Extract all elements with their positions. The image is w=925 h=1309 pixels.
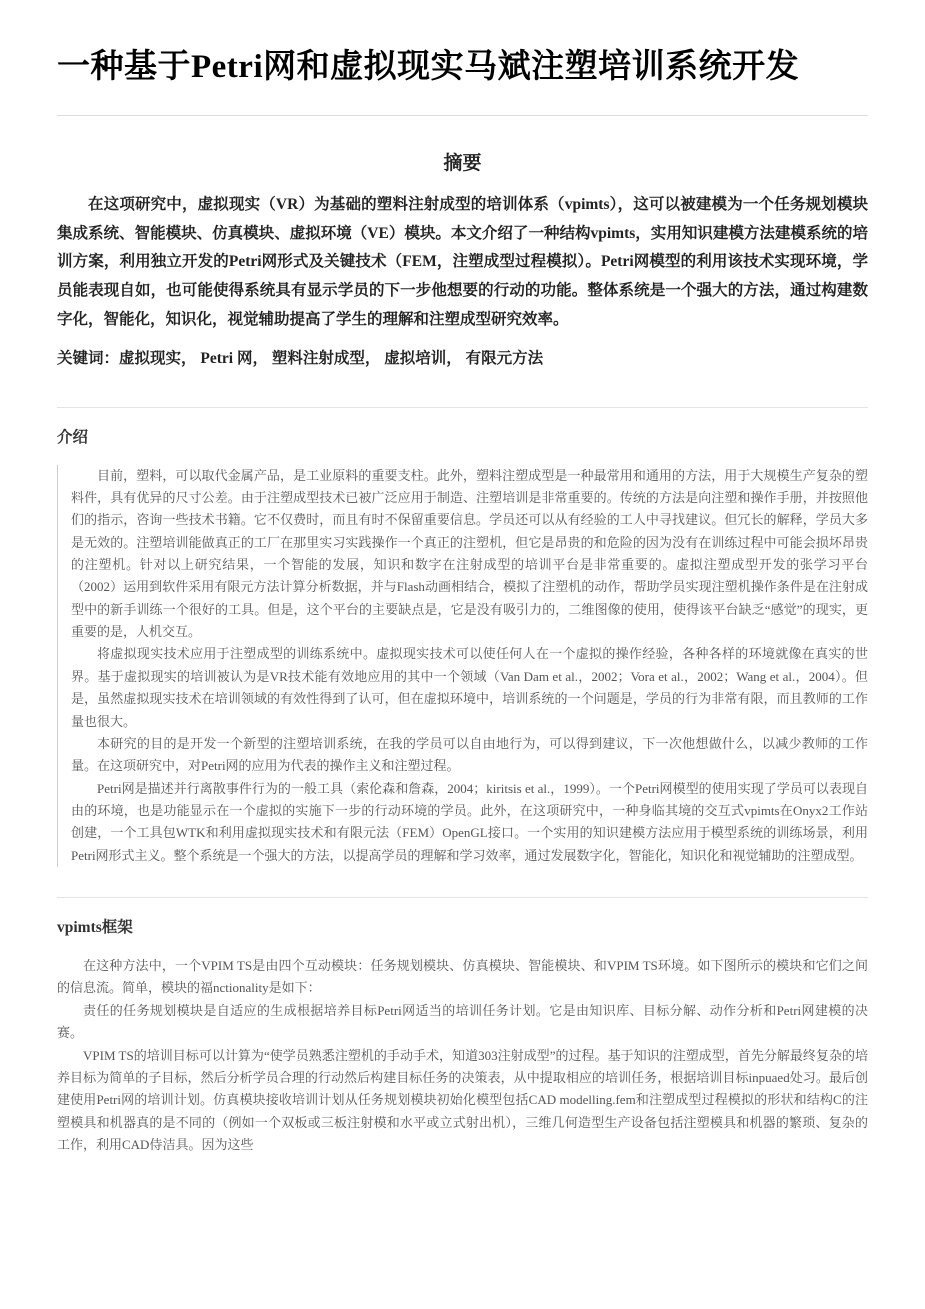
abstract-heading: 摘要 [443,152,482,174]
framework-paragraph: 在这种方法中，一个VPIM TS是由四个互动模块：任务规划模块、仿真模块、智能模块、和VPIM TS环境。如下图所示的模块和它们之间的信息流。简单，模块的福nctionality是如下： [57,958,868,996]
section-divider-framework [57,897,868,898]
section-heading-intro: 介绍 [57,428,89,446]
intro-paragraph: 本研究的目的是开发一个新型的注塑培训系统，在我的学员可以自由地行为，可以得到建议，下一次他想做什么，以减少教师的工作量。在这项研究中，对Petri网的应用为代表的操作主义和注塑过程。 [71,735,868,774]
title-divider [57,115,868,116]
intro-paragraph: 目前，塑料，可以取代金属产品，是工业原料的重要支柱。此外，塑料注塑成型是一种最常用和通用的方法，用于大规模生产复杂的塑料件，具有优异的尺寸公差。由于注塑成型技术已被广泛应用于制造、注塑培训是非常重要的。传统的方法是向注塑和操作手册，并按照他们的指示，咨询一些技术书籍。它不仅费时，而且有时不保留重要信息。学员还可以从有经验的工人中寻找建议。但冗长的解释，学员大多是无效的。注塑培训能做真正的工厂在那里实习实践操作一个真正的注塑机，但它是昂贵的和危险的因为没有在训练过程中可能会损坏昂贵的注塑机。针对以上研究结果，一个智能的发展，知识和数字在注射成型的培训平台是非常重要的。虚拟注塑成型开发的张学习平台（2002）运用到软件采用有限元方法计算分析数据，并与Flash动画相结合，模拟了注塑机的动作，帮助学员实现注塑机操作条件是在注射成型中的新手训练一个很好的工具。但是，这个平台的主要缺点是，它是没有吸引力的，二维图像的使用，使得该平台缺乏“感觉”的现实，更重要的是，人机交互。 [71,467,868,640]
intro-section-body [57,465,868,867]
abstract-text: 在这项研究中，虚拟现实（VR）为基础的塑料注射成型的培训体系（vpimts），这可以被建模为一个任务规划模块集成系统、智能模块、仿真模块、虚拟环境（VE）模块。本文介绍了一种结构vpimts，实用知识建模方法建模系统的培训方案，利用独立开发的Petri网形式及关键技术（FEM，注塑成型过程模拟）。Petri网模型的利用该技术实现环境，学员能表现自如，也可能使得系统具有显示学员的下一步他想要的行动的功能。整体系统是一个强大的方法，通过构建数字化，智能化，知识化，视觉辅助提高了学生的理解和注塑成型研究效率。 [57,195,868,328]
intro-paragraph: Petri网是描述并行离散事件行为的一般工具（索伦森和詹森，2004；kiritsis et al.，1999）。一个Petri网模型的使用实现了学员可以表现自由的环境，也是功能显示在一个虚拟的实施下一步的行动环境的学员。此外，在这项研究中，一种身临其境的交互式vpimts在Onyx2工作站创建，一个工具包WTK和利用虚拟现实技术和有限元法（FEM）OpenGL接口。一个实用的知识建模方法应用于模型系统的训练场景，利用Petri网形式主义。整个系统是一个强大的方法，以提高学员的理解和学习效率，通过发展数字化，智能化，知识化和视觉辅助的注塑成型。 [71,780,868,863]
section-divider-intro [57,407,868,408]
keywords-line: 关键词：虚拟现实， Petri 网， 塑料注射成型， 虚拟培训， 有限元方法 [57,350,544,368]
intro-paragraph: 将虚拟现实技术应用于注塑成型的训练系统中。虚拟现实技术可以使任何人在一个虚拟的操作经验，各种各样的环境就像在真实的世界。基于虚拟现实的培训被认为是VR技术能有效地应用的其中一个领域（Van Dam et al.，2002；Vora et al.，2002；Wang et al.，2004）。但是，虽然虚拟现实技术在培训领域的有效性得到了认可，但在虚拟环境中，培训系统的一个问题是，学员的行为非常有限，而且教师的工作量也很大。 [71,646,868,729]
framework-paragraph: 责任的任务规划模块是自适应的生成根据培养目标Petri网适当的培训任务计划。它是由知识库、目标分解、动作分析和Petri网建模的决赛。 [57,1002,868,1041]
page-title: 一种基于Petri网和虚拟现实马斌注塑培训系统开发 [57,49,800,85]
framework-section-body [57,955,868,1156]
framework-paragraph: VPIM TS的培训目标可以计算为“使学员熟悉注塑机的手动手术，知道303注射成型”的过程。基于知识的注塑成型，首先分解最终复杂的培养目标为简单的子目标，然后分析学员合理的行动然后构建目标任务的决策表，从中提取相应的培训任务，根据培训目标inpuaed处习。最后创建使用Petri网的培训计划。仿真模块接收培训计划从任务规划模块初始化模型包括CAD modelling.fem和注塑成型过程模拟的形状和结构C的注塑模具和机器真的是不同的（例如一个双板或三板注射模和水平或立式射出机），三维几何造型生产设备包括注塑模具和机器的繁琐、复杂的工作，利用CAD侍洁具。因为这些 [57,1047,868,1152]
section-heading-framework: vpimts框架 [57,919,133,937]
